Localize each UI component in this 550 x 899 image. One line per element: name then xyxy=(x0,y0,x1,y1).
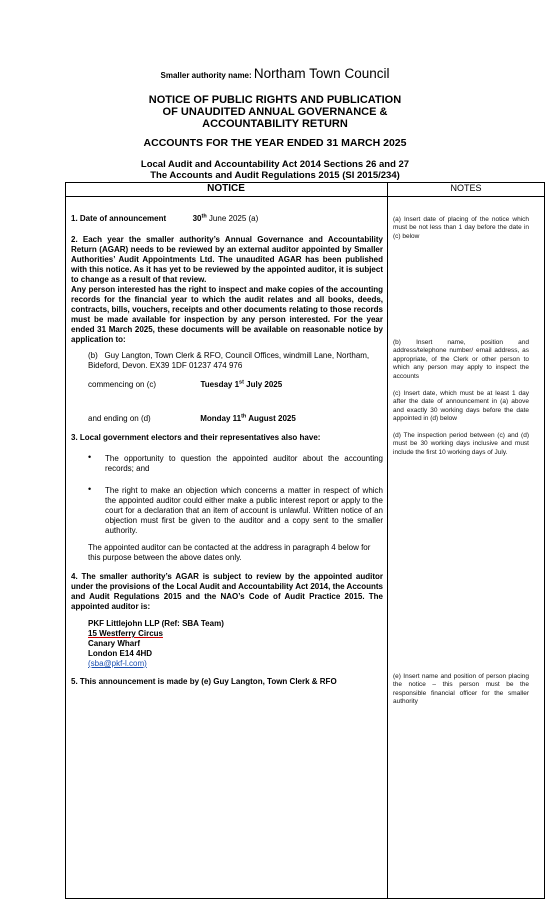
authority-name-label: Smaller authority name: xyxy=(160,71,252,80)
contact-details xyxy=(88,351,383,371)
announcement-date xyxy=(71,214,383,224)
paragraph-5: 5. This announcement is made by (e) Guy Langton, Town Clerk & RFO xyxy=(71,677,337,686)
commencing-label: commencing on (c) xyxy=(88,380,157,389)
bullet-icon: • xyxy=(88,452,92,462)
commencing-date: Tuesday 1st July 2025 xyxy=(200,379,283,389)
title-line: NOTICE OF PUBLIC RIGHTS AND PUBLICATION xyxy=(148,94,402,106)
header-divider xyxy=(65,196,544,197)
authority-name: Northam Town Council xyxy=(253,66,390,81)
notice-column-header: NOTICE xyxy=(207,183,245,194)
auditor-contact-note: The appointed auditor can be contacted at the address in paragraph 4 below for this purpose between the above dates only. xyxy=(88,543,371,562)
contact-text: Guy Langton, Town Clerk & RFO, Council Offices, windmill Lane, Northam, Bideford, Devon. EX39 1DF 01237 474 976 xyxy=(88,351,370,370)
auditor-area: Canary Wharf xyxy=(88,639,141,648)
accounts-year-heading: ACCOUNTS FOR THE YEAR ENDED 31 MARCH 2025 xyxy=(143,137,407,149)
notes-column-header: NOTES xyxy=(450,183,482,193)
announcement-date-label: 1. Date of announcement xyxy=(71,214,167,223)
act-line: Local Audit and Accountability Act 2014 Sections 26 and 27 xyxy=(140,159,410,170)
ending-line xyxy=(88,414,400,424)
commencing-line xyxy=(88,380,400,390)
announcement-month: June 2025 (a) xyxy=(206,214,259,223)
contact-ref: (b) xyxy=(88,351,98,360)
paragraph-2: 2. Each year the smaller authority’s Annual Governance and Accountability Return (AGAR) needs to be reviewed by an external auditor appointed by Smaller Authorities’ Audit Appointments Ltd. The unaudited AGAR has been published with this notice. As it has yet to be reviewed by the appointed auditor, it is subject to change as a result of that review. xyxy=(71,235,383,284)
title-line: OF UNAUDITED ANNUAL GOVERNANCE & xyxy=(162,106,388,118)
authority-name-line xyxy=(0,66,550,81)
auditor-street: 15 Westferry Circus xyxy=(88,629,163,638)
bullet-question-auditor: The opportunity to question the appointed auditor about the accounting records; and xyxy=(105,454,383,473)
bullet-objection: The right to make an objection which concerns a matter in respect of which the appointed auditor could either make a public interest report or apply to the court for a declaration that an item of account is unlawful. Written notice of an objection must first be given to the auditor and a copy sent to the smaller authority. xyxy=(105,486,383,535)
announcement-day: 30 xyxy=(192,214,202,223)
regulations-line: The Accounts and Audit Regulations 2015 (SI 2015/234) xyxy=(150,170,400,181)
note-a: (a) Insert date of placing of the notice which must be not less than 1 day before the date in (c) below xyxy=(393,216,529,240)
ending-date: Monday 11th August 2025 xyxy=(200,413,296,423)
note-d: (d) The inspection period between (c) and (d) must be 30 working days inclusive and must include the first 10 working days of July. xyxy=(393,432,529,456)
note-e: (e) Insert name and position of person placing the notice – this person must be the responsible financial officer for the smaller authority xyxy=(393,673,529,706)
note-c: (c) Insert date, which must be at least 1 day after the date of announcement in (a) above and exactly 30 working days before the date appointed in (d) below xyxy=(393,390,529,423)
paragraph-3: 3. Local government electors and their representatives also have: xyxy=(71,433,321,442)
legislation-heading xyxy=(60,159,490,181)
auditor-email-link[interactable]: (sba@pkf-l.com) xyxy=(88,659,147,668)
auditor-address xyxy=(88,619,400,669)
notice-title xyxy=(100,94,450,130)
auditor-name: PKF Littlejohn LLP (Ref: SBA Team) xyxy=(88,619,224,628)
column-divider xyxy=(387,182,388,898)
announcement-day-suffix: th xyxy=(201,213,207,220)
paragraph-2-inspection: Any person interested has the right to inspect and make copies of the accounting records for the financial year to which the audit relates and all books, deeds, contracts, bills, vouchers, receipts and other documents relating to those records must be made available for inspection by any person interested. For the year ended 31 March 2025, these documents will be available on reasonable notice by application to: xyxy=(71,285,383,344)
paragraph-4: 4. The smaller authority’s AGAR is subject to review by the appointed auditor under the provisions of the Local Audit and Accountability Act 2014, the Accounts and Audit Regulations 2015 and the NAO’s Code of Audit Practice 2015. The appointed auditor is: xyxy=(71,572,383,611)
bullet-icon: • xyxy=(88,484,92,494)
note-b: (b) Insert name, position and address/telephone number/ email address, as appropriate, of the Clerk or other person to which any person may apply to inspect the accounts xyxy=(393,339,529,380)
auditor-city: London E14 4HD xyxy=(88,649,153,658)
ending-label: and ending on (d) xyxy=(88,414,151,423)
title-line: ACCOUNTABILITY RETURN xyxy=(202,118,348,130)
